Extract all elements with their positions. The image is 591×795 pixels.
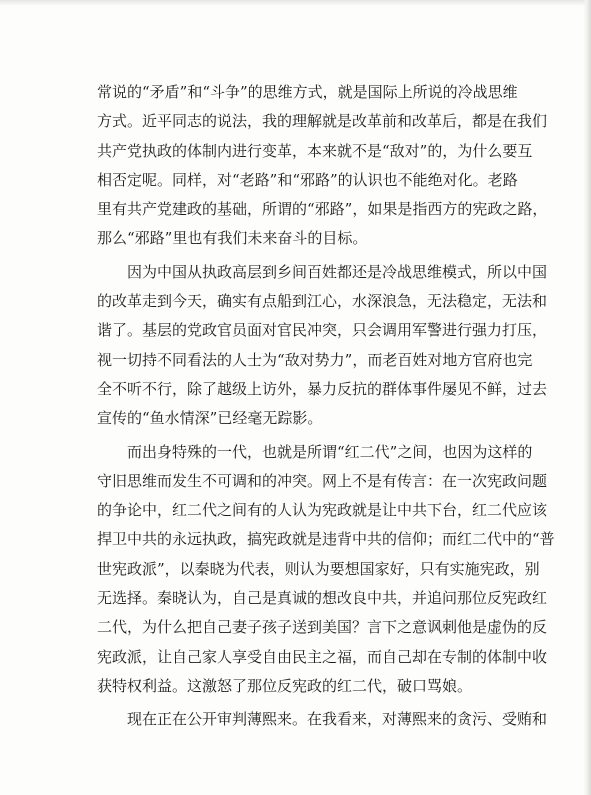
text-line: 因为中国从执政高层到乡间百姓都还是冷战思维模式，所以中国 [127,262,548,281]
text-line: 相否定呢。同样，对“老路”和“邪路”的认识也不能绝对化。老路 [97,170,518,189]
text-line: 宪政派，让自己家人享受自由民主之福，而自己却在专制的体制中收 [97,647,548,666]
text-line: 世宪政派”，以秦晓为代表，则认为要想国家好，只有实施宪政，别 [97,559,540,578]
text-line: 常说的“矛盾”和“斗争”的思维方式，就是国际上所说的冷战思维 [97,83,518,101]
text-line: 那么“邪路”里也有我们未来奋斗的目标。 [97,229,368,248]
text-line: 宣传的“鱼水情深”已经毫无踪影。 [97,409,323,428]
paragraph-3 [97,438,555,702]
text-line: 而出身特殊的一代，也就是所谓“红二代”之间，也因为这样的 [127,442,533,461]
paragraph-2 [97,258,548,434]
text-line: 的改革走到今天，确实有点船到江心，水深浪急，无法稳定，无法和 [97,292,548,311]
paragraph-4 [97,705,548,734]
scan-edge-right [583,0,591,795]
scan-edge-top [0,0,591,6]
text-line: 现在正在公开审判薄熙来。在我看来，对薄熙来的贪污、受贿和 [127,710,548,729]
text-line: 全不听不行，除了越级上访外，暴力反抗的群体事件屡见不鲜，过去 [97,379,548,398]
text-line: 共产党执政的体制内进行变革，本来就不是“敌对”的，为什么要互 [97,141,533,160]
text-line: 二代，为什么把自己妻子孩子送到美国？言下之意讽刺他是虚伪的反 [97,618,548,637]
text-line: 视一切持不同看法的人士为“敌对势力”，而老百姓对地方官府也完 [97,350,533,369]
text-line: 里有共产党建政的基础，所谓的“邪路”，如果是指西方的宪政之路， [97,200,548,219]
text-line: 的争论中，红二代之间有的人认为宪政就是让中共下台，红二代应该 [97,501,548,520]
text-line: 守旧思维而发生不可调和的冲突。网上不是有传言：在一次宪政问题 [97,471,548,490]
text-line: 谐了。基层的党政官员面对官民冲突，只会调用军警进行强力打压， [97,321,548,340]
body-text [97,78,555,739]
paragraph-1 [97,78,548,254]
text-line: 获特权利益。这激怒了那位反宪政的红二代，破口骂娘。 [97,676,473,695]
text-line: 无选择。秦晓认为，自己是真诚的想改良中共，并追问那位反宪政红 [97,589,548,608]
text-line: 捍卫中共的永远执政，搞宪政就是违背中共的信仰；而红二代中的“普 [97,530,555,549]
text-line: 方式。近平同志的说法，我的理解就是改革前和改革后，都是在我们 [97,112,548,131]
